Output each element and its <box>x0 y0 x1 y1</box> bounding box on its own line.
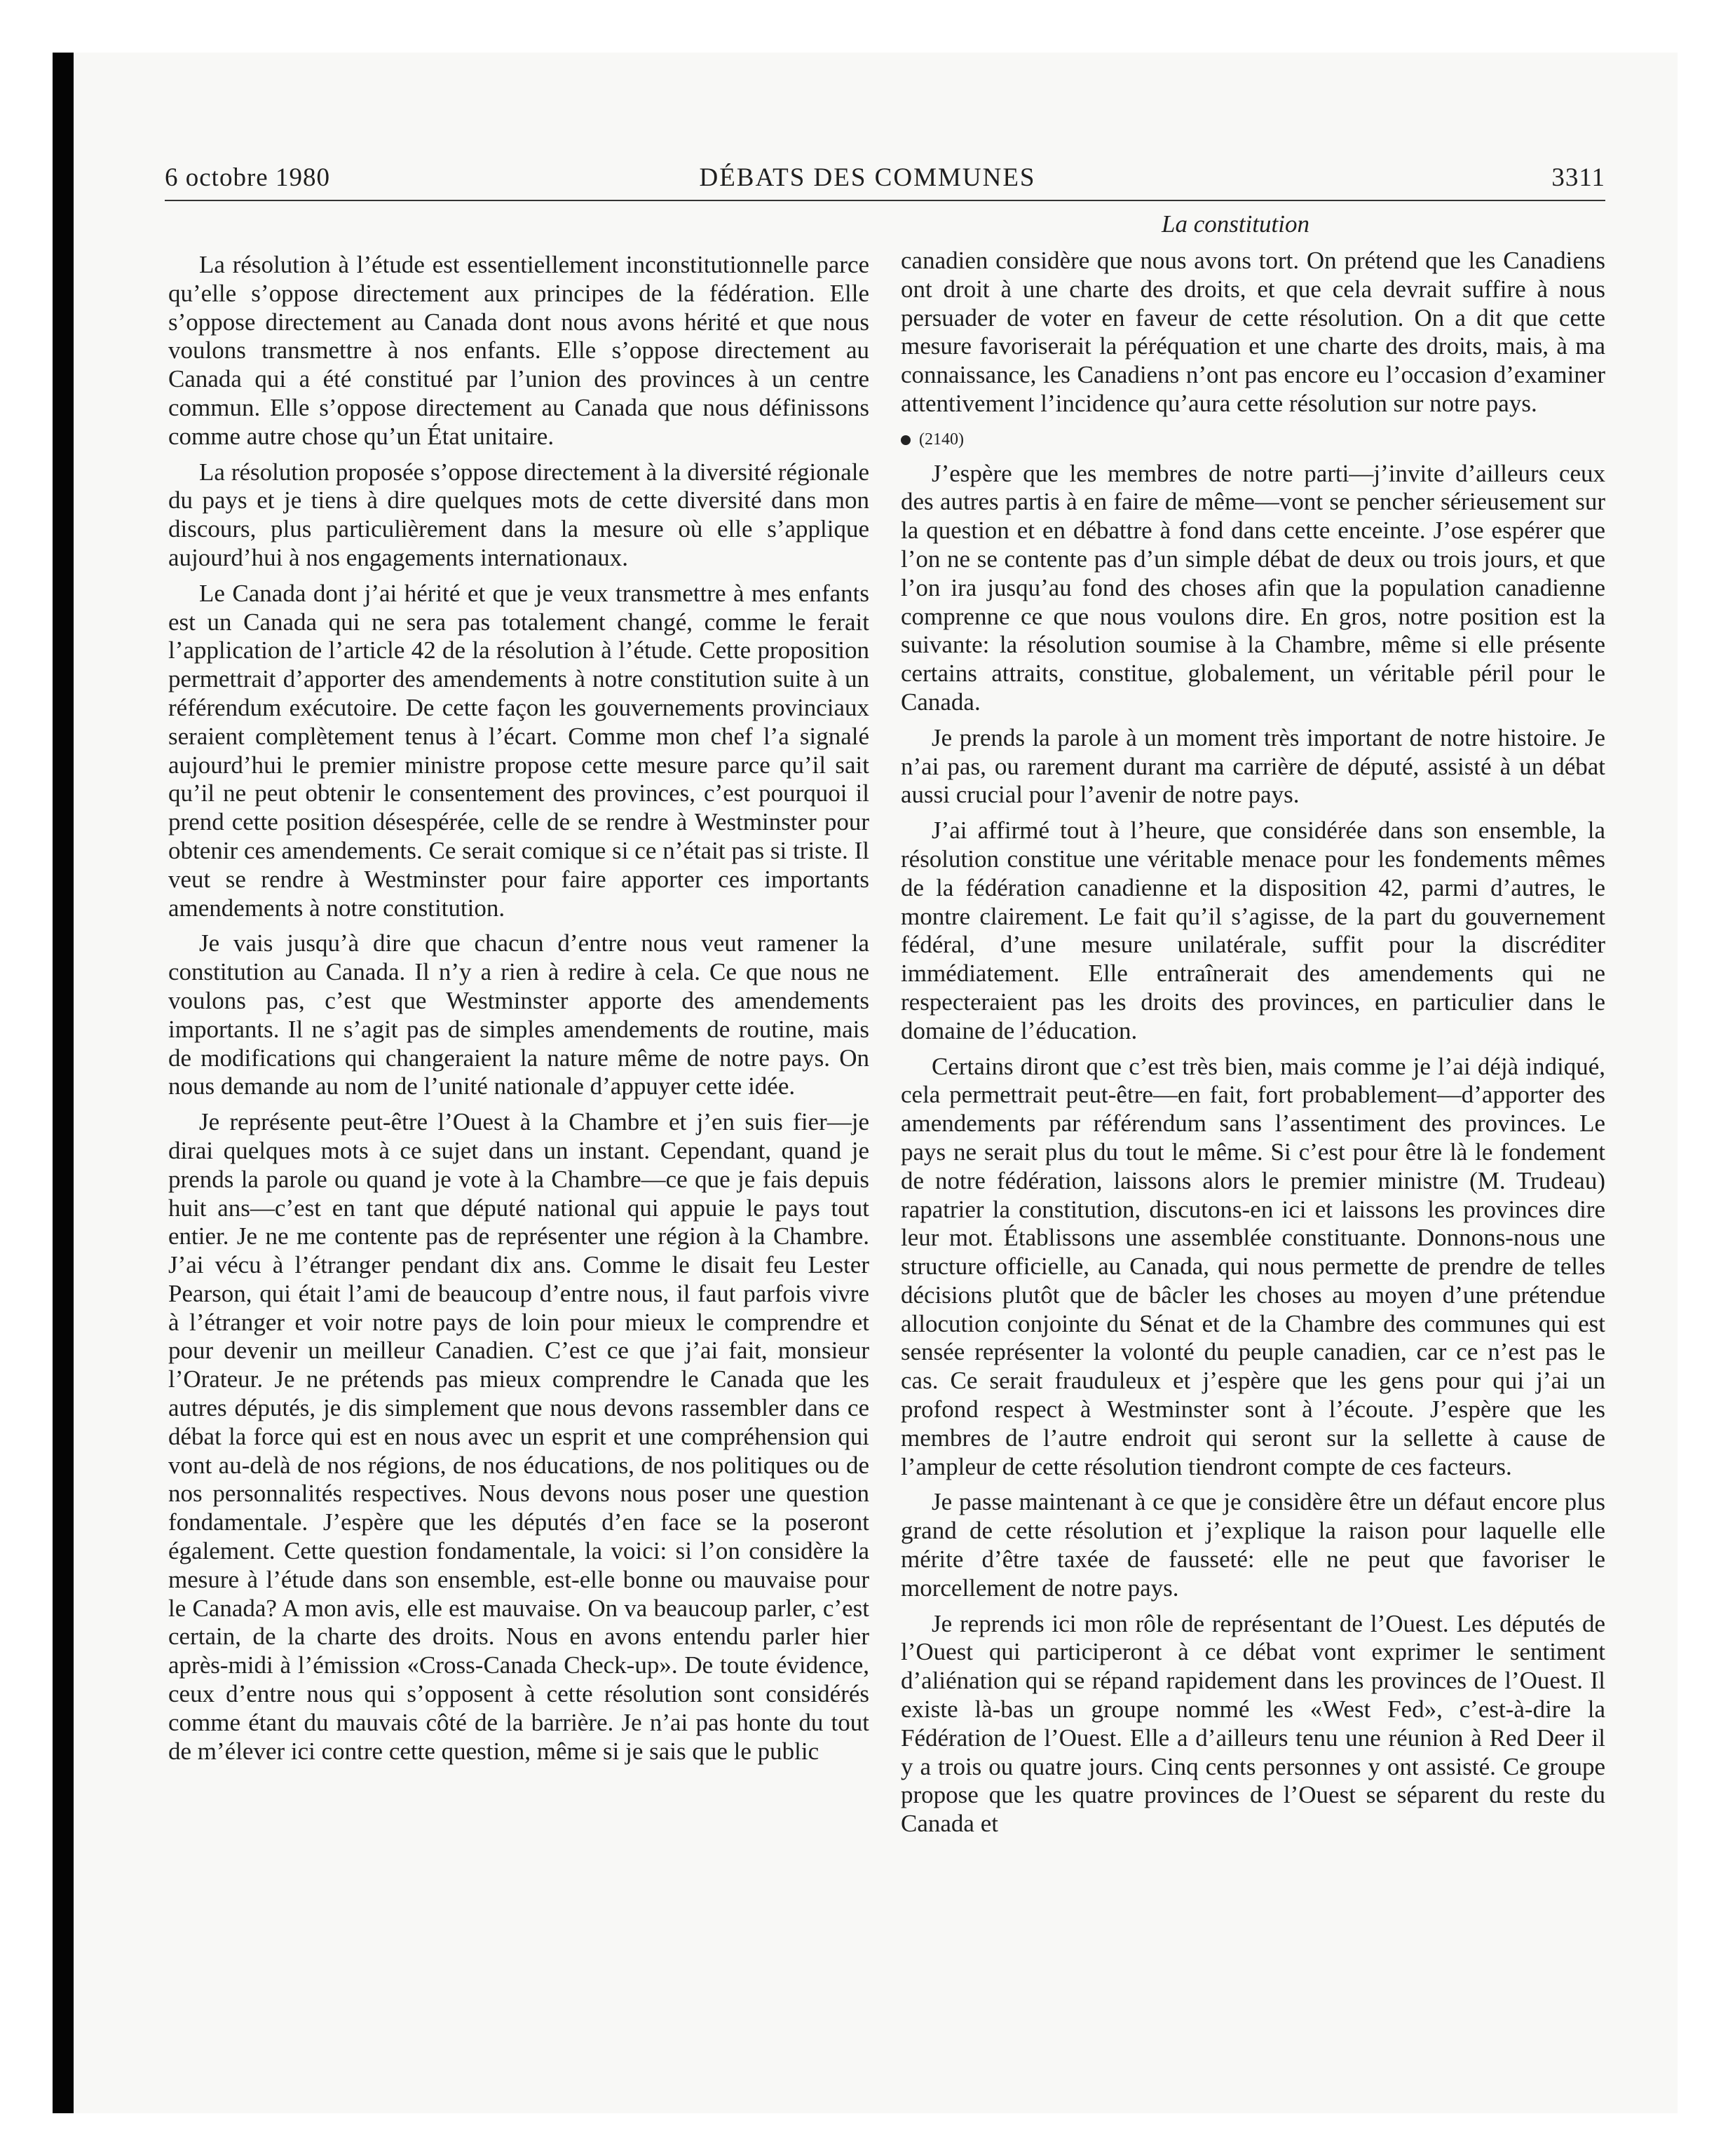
left-column <box>168 251 869 1773</box>
paragraph: Je représente peut-être l’Ouest à la Chambre et j’en suis fier—je dirai quelques mots à ce sujet dans un instant. Cependant, quand je prends la parole ou quand je vote à la Chambre—ce que je fais depuis huit ans—c’est en tant que député national qui appuie le pays tout entier. Je ne me contente pas de représenter une région à la Chambre. J’ai vécu à l’étranger pendant dix ans. Comme le disait feu Lester Pearson, qui était l’ami de beaucoup d’entre nous, il faut parfois vivre à l’étranger et voir notre pays de loin pour mieux le comprendre et pour devenir un meilleur Canadien. C’est ce que j’ai fait, monsieur l’Orateur. Je ne prétends pas mieux comprendre le Canada que les autres députés, je dis simplement que nous devons rassembler dans ce débat la force qui est en nous avec un esprit et une compréhension qui vont au-delà de nos régions, de nos éducations, de nos politiques ou de nos personnalités respectives. Nous devons nous poser une question fondamentale. J’espère que les députés d’en face se la poseront également. Cette question fondamentale, la voici: si l’on considère la mesure à l’étude dans son ensemble, est-elle bonne ou mauvaise pour le Canada? A mon avis, elle est mauvaise. On va beaucoup parler, c’est certain, de la charte des droits. Nous en avons entendu parler hier après-midi à l’émission «Cross-Canada Check-up». De toute évidence, ceux d’entre nous qui s’opposent à cette résolution sont considérés comme étant du mauvais côté de la barrière. Je n’ai pas honte du tout de m’élever ici contre cette question, même si je sais que le public <box>168 1108 869 1765</box>
time-marker-text: (2140) <box>919 430 964 449</box>
paragraph: J’ai affirmé tout à l’heure, que considérée dans son ensemble, la résolution constitue une véritable menace pour les fondements mêmes de la fédération canadienne et la disposition 42, parmi d’autres, le montre clairement. Le fait qu’il s’agisse, de la part du gouvernement fédéral, d’une mesure unilatérale, suffit pour la discréditer immédiatement. Elle entraînerait des amendements qui ne respecteraient pas les droits des provinces, en particulier dans le domaine de l’éducation. <box>901 817 1605 1044</box>
paragraph: J’espère que les membres de notre parti—j’invite d’ailleurs ceux des autres partis à en faire de même—vont se pencher sérieusement sur la question et en débattre à fond dans cette enceinte. J’ose espérer que l’on ne se contente pas d’un simple débat de deux ou trois jours, et que l’on ira jusqu’au fond des choses afin que la population canadienne comprenne ce que nous voulons dire. En gros, notre position est la suivante: la résolution soumise à la Chambre, même si elle présente certains attraits, constitue, globalement, un véritable péril pour le Canada. <box>901 459 1605 716</box>
page-number: 3311 <box>1551 163 1605 192</box>
binding-strip <box>53 53 74 2113</box>
bullet-icon <box>901 435 911 445</box>
paragraph: La résolution proposée s’oppose directement à la diversité régionale du pays et je tiens à dire quelques mots de cette diversité dans mon discours, plus particulièrement dans la mesure où elle s’applique aujourd’hui à nos engagements internationaux. <box>168 458 869 571</box>
header-rule <box>165 200 1605 201</box>
paragraph-continuation: canadien considère que nous avons tort. On prétend que les Canadiens ont droit à une charte des droits, et que cela devrait suffire à nous persuader de voter en faveur de cette résolution. On a dit que cette mesure favoriserait la péréquation et une charte des droits, mais, à ma connaissance, les Canadiens n’ont pas encore eu l’occasion d’examiner attentivement l’incidence qu’aura cette résolution sur notre pays. <box>901 247 1605 417</box>
header-title: DÉBATS DES COMMUNES <box>699 163 1036 192</box>
paragraph: Je reprends ici mon rôle de représentant de l’Ouest. Les députés de l’Ouest qui participeront à ce débat vont exprimer le sentiment d’aliénation qui se répand rapidement dans les provinces de l’Ouest. Il existe là-bas un groupe nommé les «West Fed», c’est-à-dire la Fédération de l’Ouest. Elle a d’ailleurs tenu une réunion à Red Deer il y a trois ou quatre jours. Cinq cents personnes y ont assisté. Ce groupe propose que les quatre provinces de l’Ouest se séparent du reste du Canada et <box>901 1609 1605 1838</box>
right-column <box>901 247 1605 1845</box>
paragraph: Le Canada dont j’ai hérité et que je veux transmettre à mes enfants est un Canada qui ne sera pas totalement changé, comme le ferait l’application de l’article 42 de la résolution à l’étude. Cette proposition permettrait d’apporter des amendements à notre constitution suite à un référendum exécutoire. De cette façon les gouvernements provinciaux seraient complètement tenus à l’écart. Comme mon chef l’a signalé aujourd’hui le premier ministre propose cette mesure parce qu’il sait qu’il ne peut obtenir le consentement des provinces, c’est pourquoi il prend cette position désespérée, celle de se rendre à Westminster pour obtenir ces amendements. Ce serait comique si ce n’était pas si triste. Il veut se rendre à Westminster pour faire apporter ces importants amendements à notre constitution. <box>168 579 869 922</box>
paragraph: La résolution à l’étude est essentiellement inconstitutionnelle parce qu’elle s’oppose directement aux principes de la fédération. Elle s’oppose directement au Canada dont nous avons hérité et que nous voulons transmettre à nos enfants. Elle s’oppose directement au Canada qui a été constitué par l’union des provinces à un centre commun. Elle s’oppose directement au Canada que nous définissons comme autre chose qu’un État unitaire. <box>168 251 869 450</box>
time-marker <box>901 425 1605 454</box>
paragraph: Je passe maintenant à ce que je considère être un défaut encore plus grand de cette résolution et j’explique la raison pour laquelle elle mérite d’être taxée de fausseté: elle ne peut que favoriser le morcellement de notre pays. <box>901 1488 1605 1602</box>
paragraph: Je prends la parole à un moment très important de notre histoire. Je n’ai pas, ou rarement durant ma carrière de député, assisté à un débat aussi crucial pour l’avenir de notre pays. <box>901 723 1605 809</box>
paragraph: Je vais jusqu’à dire que chacun d’entre nous veut ramener la constitution au Canada. Il n’y a rien à redire à cela. Ce que nous ne voulons pas, c’est que Westminster apporte des amendements importants. Il ne s’agit pas de simples amendements de routine, mais de modifications qui changeraient la nature même de notre pays. On nous demande au nom de l’unité nationale d’appuyer cette idée. <box>168 929 869 1100</box>
paragraph: Certains diront que c’est très bien, mais comme je l’ai déjà indiqué, cela permettrait peut-être—en fait, fort probablement—d’apporter des amendements par référendum sans l’assentiment des provinces. Le pays ne serait plus du tout le même. Si c’est pour être là le fondement de notre fédération, laissons alors le premier ministre (M. Trudeau) rapatrier la constitution, discutons-en ici et laissons les provinces dire leur mot. Établissons une assemblée constituante. Donnons-nous une structure officielle, au Canada, qui nous permette de prendre de telles décisions plutôt que de bâcler les choses au moyen d’une prétendue allocution conjointe du Sénat et de la Chambre des communes qui est sensée représenter la volonté du peuple canadien, car ce n’est pas le cas. Ce serait frauduleux et j’espère que les gens pour qui j’ai un profond respect à Westminster sont à l’écoute. J’espère que les membres de l’autre endroit qui seront sur la sellette à cause de l’ampleur de cette résolution tiendront compte de ces facteurs. <box>901 1052 1605 1480</box>
section-title: La constitution <box>1162 210 1309 238</box>
header-date: 6 octobre 1980 <box>165 163 330 192</box>
